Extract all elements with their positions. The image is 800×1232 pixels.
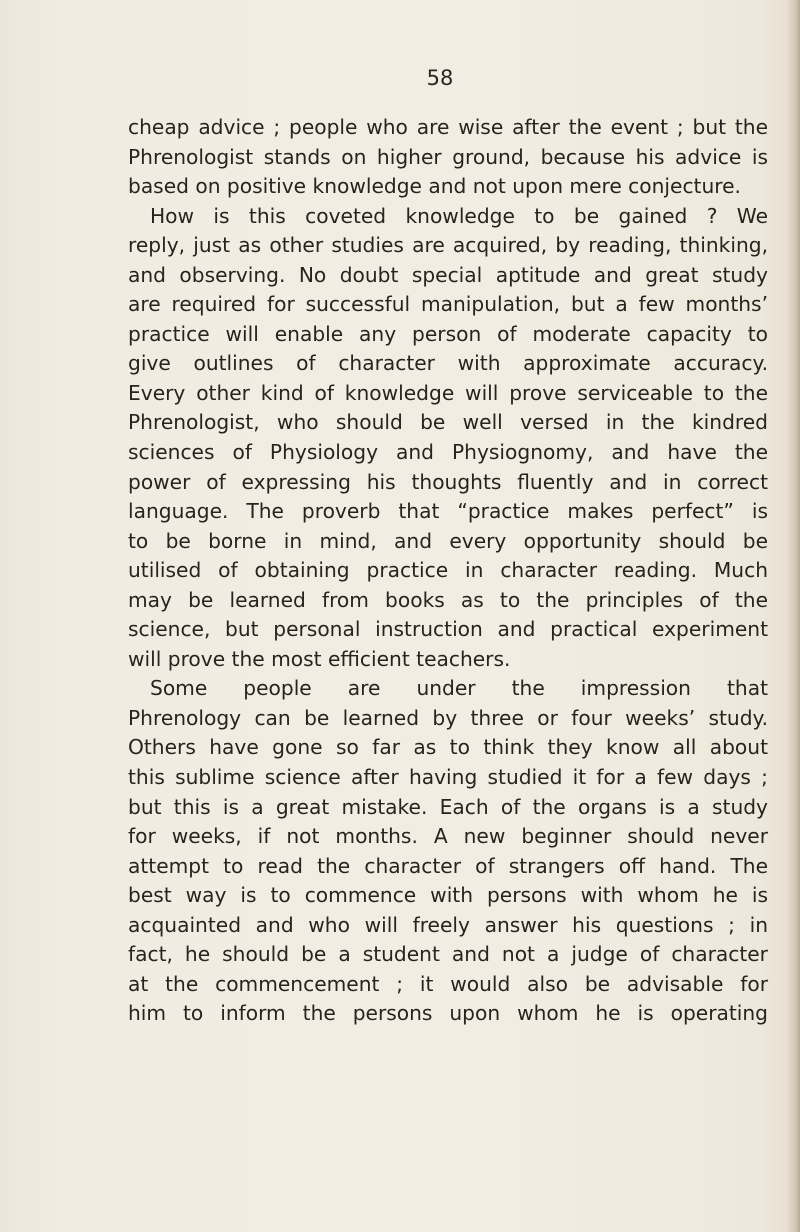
text-line: attempt to read the character of strangers off hand. The [128, 853, 768, 878]
text-line: this sublime science after having studied it for a few days ; [128, 765, 768, 790]
text-line: reply, just as other studies are acquired, by reading, thinking, [128, 233, 768, 258]
text-line: but this is a great mistake. Each of the organs is a study [128, 794, 768, 819]
text-line: Phrenology can be learned by three or four weeks’ study. [128, 705, 768, 730]
text-line: him to inform the persons upon whom he is operating [128, 1001, 768, 1026]
text-line: may be learned from books as to the principles of the [128, 587, 768, 612]
text-line: cheap advice ; people who are wise after the event ; but the [128, 115, 768, 139]
text-line: language. The proverb that “practice makes perfect” is [128, 499, 768, 524]
text-line: science, but personal instruction and practical experiment [128, 617, 768, 642]
text-line: are required for successful manipulation, but a few months’ [128, 292, 768, 317]
text-line: at the commencement ; it would also be advisable for [128, 971, 768, 996]
text-line: Phrenologist, who should be well versed in the kindred [128, 410, 768, 435]
text-line: practice will enable any person of moderate capacity to [128, 321, 768, 346]
text-line: Phrenologist stands on higher ground, because his advice is [128, 144, 768, 169]
text-line: sciences of Physiology and Physiognomy, and have the [128, 440, 768, 465]
text-line: for weeks, if not months. A new beginner should never [128, 824, 768, 849]
text-line: Others have gone so far as to think they know all about [128, 735, 768, 760]
text-line: power of expressing his thoughts fluently and in correct [128, 469, 768, 494]
text-line: best way is to commence with persons with whom he is [128, 883, 768, 908]
text-line: will prove the most efficient teachers. [128, 646, 511, 671]
text-line: Every other kind of knowledge will prove serviceable to the [128, 380, 768, 405]
text-line: How is this coveted knowledge to be gained ? We [150, 203, 768, 228]
text-line: based on positive knowledge and not upon mere conjecture. [128, 174, 741, 199]
text-line: Some people are under the impression that [150, 676, 768, 701]
text-line: acquainted and who will freely answer his questions ; in [128, 912, 768, 937]
text-line: utilised of obtaining practice in character reading. Much [128, 558, 768, 583]
body-text [128, 113, 768, 1029]
page-number: 58 [426, 66, 454, 90]
text-line: and observing. No doubt special aptitude and great study [128, 262, 768, 287]
text-line: give outlines of character with approximate accuracy. [128, 351, 768, 376]
text-line: to be borne in mind, and every opportunity should be [128, 528, 768, 553]
page-edge-shadow [786, 0, 800, 1232]
text-line: fact, he should be a student and not a judge of character [128, 942, 768, 967]
